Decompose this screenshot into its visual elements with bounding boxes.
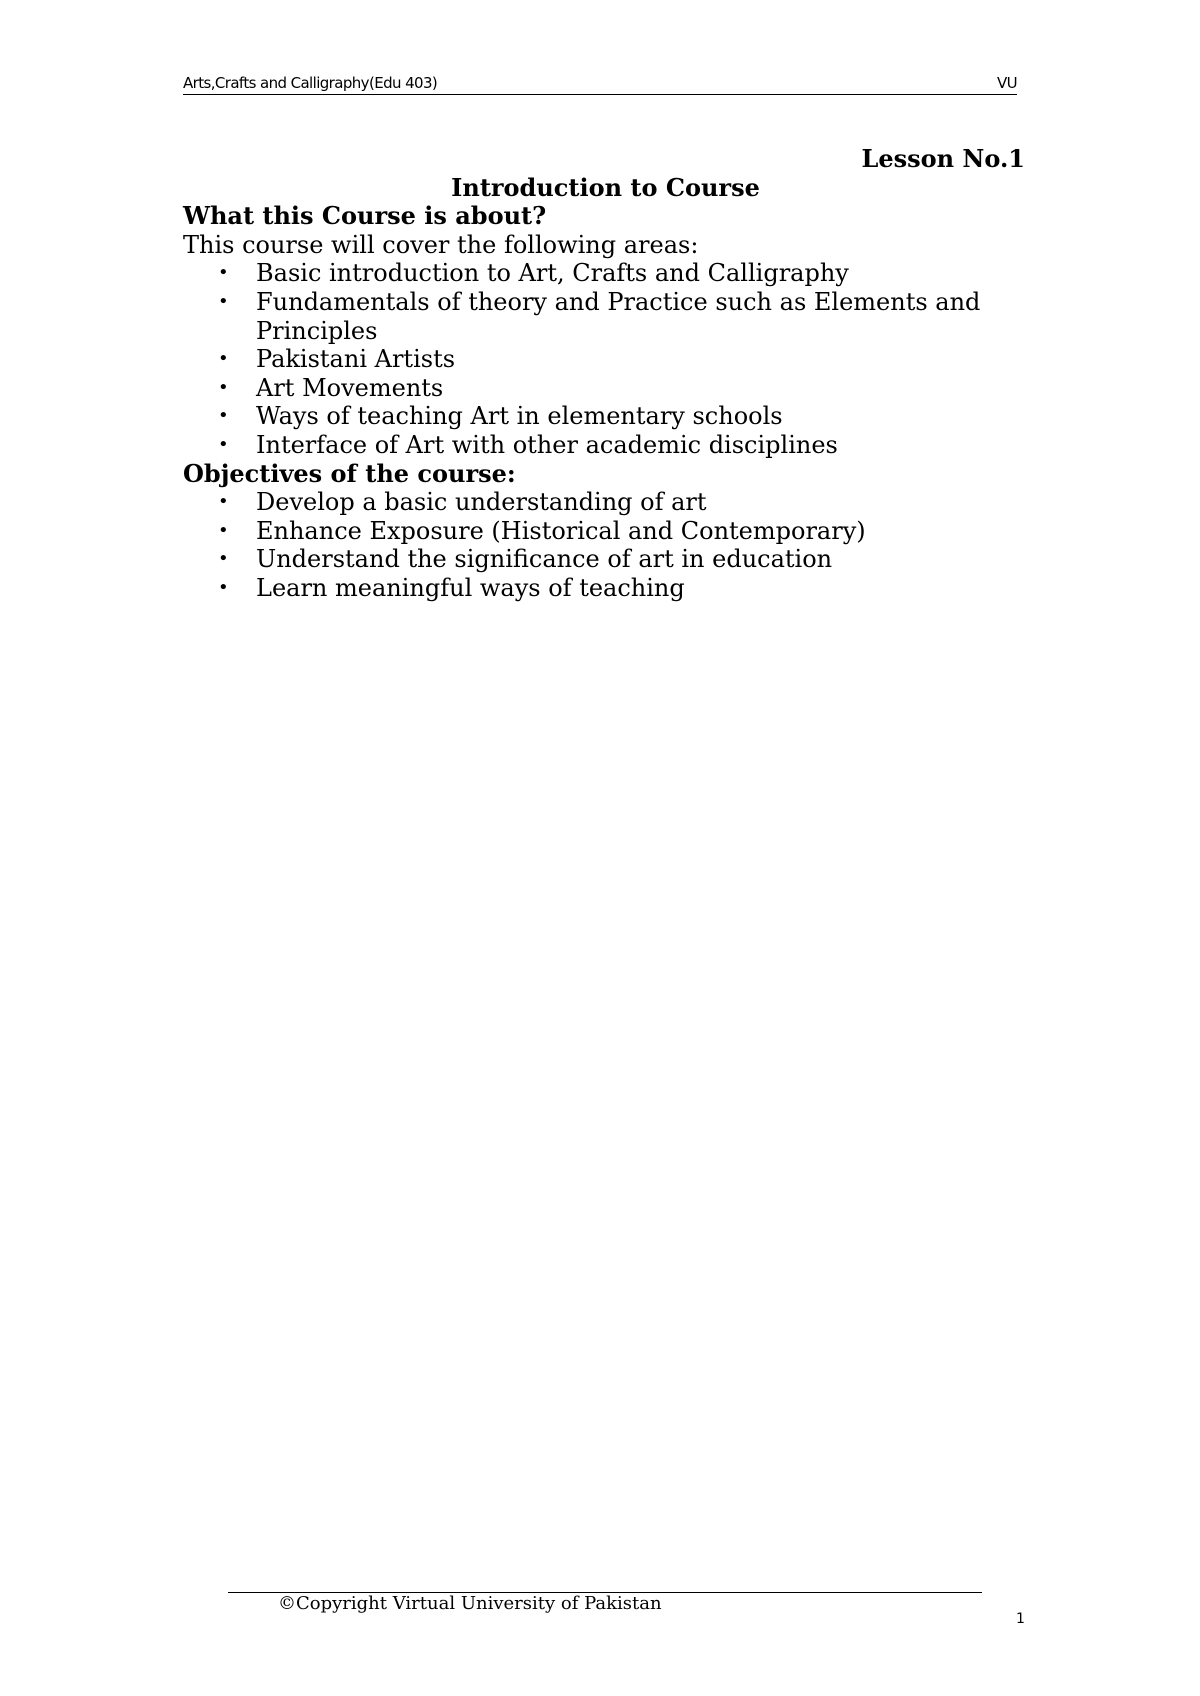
- header-course-title: Arts,Crafts and Calligraphy(Edu 403): [183, 74, 438, 92]
- bullet-icon: •: [218, 519, 229, 541]
- list-item: • Enhance Exposure (Historical and Contemporary): [218, 516, 866, 545]
- list-item: • Learn meaningful ways of teaching: [218, 573, 685, 602]
- bullet-icon: •: [218, 290, 229, 312]
- bullet-icon: •: [218, 348, 229, 370]
- list-item: • Understand the significance of art in education: [218, 545, 833, 574]
- bullet-icon: •: [218, 548, 229, 570]
- objectives-list: [183, 488, 1028, 602]
- list-item: • Pakistani Artists: [218, 345, 456, 374]
- page-content: [183, 145, 1028, 603]
- list-item: • Fundamentals of theory and Practice such as Elements and Principles: [218, 287, 981, 345]
- lesson-title: Introduction to Course: [451, 172, 760, 202]
- page-number: 1: [1016, 1611, 1025, 1627]
- about-heading: What this Course is about?: [183, 201, 547, 231]
- bullet-icon: •: [218, 491, 229, 513]
- bullet-icon: •: [218, 576, 229, 598]
- list-item: • Develop a basic understanding of art: [218, 488, 707, 517]
- page-header: [183, 72, 1017, 95]
- footer-copyright: ©Copyright Virtual University of Pakistan: [278, 1593, 662, 1614]
- objectives-heading: Objectives of the course:: [183, 458, 516, 488]
- list-item: • Basic introduction to Art, Crafts and Calligraphy: [218, 259, 849, 288]
- list-item: • Interface of Art with other academic disciplines: [218, 430, 838, 459]
- bullet-icon: •: [218, 405, 229, 427]
- areas-list: [183, 259, 1028, 459]
- bullet-icon: •: [218, 376, 229, 398]
- lesson-number: Lesson No.1: [861, 144, 1025, 173]
- list-item: • Art Movements: [218, 373, 444, 402]
- bullet-icon: •: [218, 262, 229, 284]
- header-institution: VU: [996, 74, 1017, 92]
- list-item: • Ways of teaching Art in elementary schools: [218, 402, 783, 431]
- intro-text: This course will cover the following areas:: [183, 230, 699, 259]
- bullet-icon: •: [218, 433, 229, 455]
